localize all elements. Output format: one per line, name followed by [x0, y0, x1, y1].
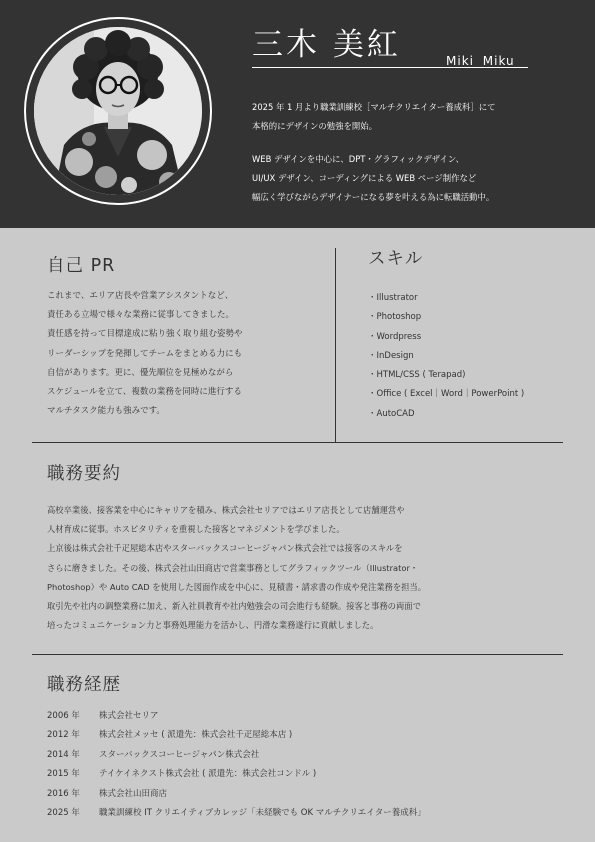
self-pr-line: 自信があります。更に、優先順位を見極めながら — [47, 367, 234, 378]
self-pr-line: 責任ある立場で様々な業務に従事してきました。 — [47, 310, 235, 321]
job-summary-text — [47, 501, 426, 635]
section-divider — [32, 442, 563, 443]
career-row — [47, 707, 426, 726]
career-year: 2014 年 — [47, 749, 80, 760]
skill-item: ・Wordpress — [368, 331, 422, 342]
career-row — [47, 765, 426, 784]
job-summary-line: 培ったコミュニケーション力と事務処理能力を活かし、円滑な業務遂行に貢献しました。 — [47, 620, 379, 631]
career-company: 株式会社セリア — [99, 711, 159, 721]
intro-line: 本格的にデザインの勉強を開始。 — [252, 121, 378, 131]
skill-item: ・InDesign — [368, 350, 414, 361]
self-pr-line: リーダーシップを発揮してチームをまとめる力にも — [47, 348, 243, 359]
career-row — [47, 726, 426, 745]
career-company: スターバックスコーヒージャパン株式会社 — [99, 749, 260, 760]
skill-item: ・Office ( Excel｜Word｜PowerPoint ) — [368, 389, 525, 400]
intro-line: WEB デザインを中心に、DPT・グラフィックデザイン、 — [252, 154, 464, 164]
career-year: 2006 年 — [47, 711, 80, 721]
header-banner — [0, 0, 595, 228]
career-company: 職業訓練校 IT クリエイティブカレッジ「未経験でも OK マルチクリエイター養成科」 — [99, 808, 426, 819]
skills-heading: スキル — [368, 249, 424, 269]
career-row — [47, 804, 426, 823]
career-company: 株式会社メッセ ( 派遣先：株式会社千疋屋総本店 ) — [99, 730, 293, 741]
self-pr-heading: 自己 PR — [47, 256, 116, 276]
job-summary-line: 取引先や社内の調整業務に加え、新入社員教育や社内勉強会の司会進行も経験。接客と事務の両面で — [47, 601, 421, 612]
career-company: テイケイネクスト株式会社 ( 派遣先：株式会社コンドル ) — [99, 769, 317, 780]
self-pr-line: 責任感を持って目標達成に粘り強く取り組む姿勢や — [47, 329, 243, 340]
intro-line: 2025 年 1 月より職業訓練校［マルチクリエイター養成科］にて — [252, 102, 496, 112]
intro-text — [252, 98, 582, 207]
career-history-heading: 職務経歴 — [47, 675, 121, 695]
profile-photo — [34, 27, 202, 195]
self-pr-line: マルチタスク能力も強みです。 — [47, 406, 165, 417]
job-summary-line: 上京後は株式会社千疋屋総本店やスターバックスコーヒージャパン株式会社では接客のスキルを — [47, 543, 403, 554]
self-pr-line: スケジュールを立て、複数の業務を同時に進行する — [47, 387, 242, 398]
career-history-list — [47, 707, 426, 823]
career-year: 2016 年 — [47, 788, 80, 799]
skill-item: ・AutoCAD — [368, 408, 415, 419]
career-year: 2025 年 — [47, 808, 80, 819]
intro-line: UI/UX デザイン、コーディングによる WEB ページ制作など — [252, 173, 477, 183]
skill-item: ・Photoshop — [368, 312, 422, 323]
skills-list — [368, 289, 524, 424]
career-year: 2015 年 — [47, 769, 80, 780]
career-company: 株式会社山田商店 — [99, 788, 168, 799]
job-summary-line: 高校卒業後、接客業を中心にキャリアを積み、株式会社セリアではエリア店長として店舗運営や — [47, 505, 405, 515]
column-divider — [335, 248, 336, 442]
intro-line: 幅広く学びながらデザイナーになる夢を叶える為に転職活動中。 — [252, 192, 495, 202]
job-summary-line: Photoshop）や Auto CAD を使用した図面作成を中心に、見積書・請求書の作成や発注業務を担当。 — [47, 581, 427, 592]
job-summary-heading: 職務要約 — [47, 464, 121, 484]
section-divider — [32, 654, 563, 655]
job-summary-line: さらに磨きました。その後、株式会社山田商店で営業事務としてグラフィックツール（Illustrator・ — [47, 562, 419, 573]
self-pr-text — [47, 287, 243, 421]
job-summary-line: 人材育成に従事。ホスピタリティを重視した接客とマネジメントを学びました。 — [47, 524, 345, 535]
skill-item: ・HTML/CSS ( Terapad) — [368, 370, 466, 381]
name-japanese: 三木 美紅 — [252, 27, 401, 63]
career-year: 2012 年 — [47, 730, 80, 741]
skill-item: ・Illustrator — [368, 293, 418, 303]
self-pr-line: これまで、エリア店長や営業アシスタントなど、 — [47, 291, 234, 301]
career-row — [47, 785, 426, 804]
career-row — [47, 746, 426, 765]
name-english: Miki Miku — [446, 54, 515, 68]
